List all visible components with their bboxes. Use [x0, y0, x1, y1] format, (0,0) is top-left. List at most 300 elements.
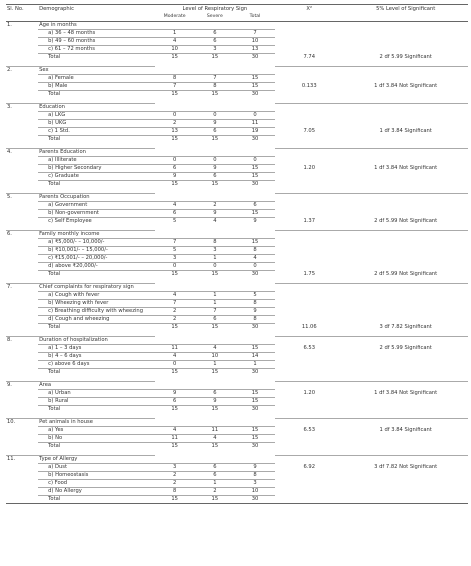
serial-number: [6, 308, 38, 316]
total-row: [6, 324, 468, 332]
demographic-label: Type of Allergy: [38, 456, 154, 464]
header-demographic: Demographic: [38, 5, 154, 14]
moderate-value: 15: [155, 181, 195, 189]
section-title-row: [6, 67, 468, 75]
serial-number: [6, 324, 38, 332]
severe-value: 4: [195, 218, 235, 226]
total-value: 15: [235, 239, 275, 247]
table-row: [6, 83, 468, 91]
severe-value: 6: [195, 472, 235, 480]
moderate-value: 0: [155, 263, 195, 271]
serial-number: [6, 263, 38, 271]
significance-value: [343, 382, 468, 390]
total-value: 5: [235, 292, 275, 300]
demographic-label: b) Male: [38, 83, 154, 91]
total-value: [235, 231, 275, 239]
table-row: [6, 128, 468, 136]
chi-square-value: [275, 419, 343, 427]
severe-value: [195, 194, 235, 202]
total-value: [235, 22, 275, 30]
serial-number: 7.: [6, 284, 38, 292]
serial-number: [6, 361, 38, 369]
demographic-label: a) Government: [38, 202, 154, 210]
header-level: Level of Respiratory Sign: [155, 5, 276, 14]
table-row: [6, 464, 468, 472]
demographic-label: c) 1 Std.: [38, 128, 154, 136]
chi-square-value: [275, 247, 343, 255]
chi-square-value: [275, 369, 343, 377]
total-value: 15: [235, 435, 275, 443]
serial-number: 6.: [6, 231, 38, 239]
significance-value: [343, 38, 468, 46]
moderate-value: [155, 231, 195, 239]
serial-number: 11.: [6, 456, 38, 464]
severe-value: 15: [195, 54, 235, 62]
total-value: 11: [235, 120, 275, 128]
chi-square-value: [275, 202, 343, 210]
serial-number: 5.: [6, 194, 38, 202]
moderate-value: 0: [155, 112, 195, 120]
moderate-value: 4: [155, 292, 195, 300]
severe-value: [195, 382, 235, 390]
total-value: 30: [235, 271, 275, 279]
serial-number: 1.: [6, 22, 38, 30]
total-value: 30: [235, 496, 275, 504]
section-title-row: [6, 419, 468, 427]
total-value: [235, 456, 275, 464]
total-value: 8: [235, 472, 275, 480]
moderate-value: 6: [155, 165, 195, 173]
demographic-label: b) 49 – 60 months: [38, 38, 154, 46]
header-significance: 5% Level of Significant: [343, 5, 468, 14]
severe-value: 6: [195, 173, 235, 181]
chi-square-value: [275, 472, 343, 480]
section-title-row: [6, 456, 468, 464]
moderate-value: 15: [155, 91, 195, 99]
moderate-value: [155, 194, 195, 202]
total-value: [235, 419, 275, 427]
table-row: [6, 218, 468, 226]
demographic-label: Total: [38, 54, 154, 62]
severe-value: 6: [195, 316, 235, 324]
total-value: 15: [235, 390, 275, 398]
severe-value: 1: [195, 361, 235, 369]
total-value: 30: [235, 181, 275, 189]
table-row: [6, 75, 468, 83]
total-value: 30: [235, 369, 275, 377]
serial-number: 10.: [6, 419, 38, 427]
serial-number: [6, 181, 38, 189]
serial-number: [6, 46, 38, 54]
severe-value: 1: [195, 292, 235, 300]
severe-value: 6: [195, 390, 235, 398]
serial-number: [6, 54, 38, 62]
total-value: 15: [235, 165, 275, 173]
significance-value: [343, 496, 468, 504]
serial-number: 4.: [6, 149, 38, 157]
severe-value: [195, 284, 235, 292]
demographic-label: a) Urban: [38, 390, 154, 398]
demographic-label: a) 36 – 48 months: [38, 30, 154, 38]
total-value: 15: [235, 345, 275, 353]
total-value: 19: [235, 128, 275, 136]
total-value: 6: [235, 202, 275, 210]
demographic-label: b) Higher Secondary: [38, 165, 154, 173]
severe-value: 11: [195, 427, 235, 435]
chi-square-value: [275, 263, 343, 271]
table-body: [6, 22, 468, 504]
total-value: 13: [235, 46, 275, 54]
total-row: [6, 181, 468, 189]
chi-square-value: 1.75: [303, 270, 316, 277]
demographic-label: Total: [38, 271, 154, 279]
table-row: [6, 173, 468, 181]
section-title-row: [6, 382, 468, 390]
significance-value: [343, 292, 468, 300]
total-value: [235, 284, 275, 292]
demographic-label: c) above 6 days: [38, 361, 154, 369]
significance-value: [343, 202, 468, 210]
table-row: [6, 300, 468, 308]
severe-value: [195, 149, 235, 157]
demographic-label: d) No Allergy: [38, 488, 154, 496]
section-title-row: [6, 149, 468, 157]
significance-value: 2 df 5.99 Significant: [379, 345, 432, 351]
chi-square-value: [275, 353, 343, 361]
severe-value: [195, 337, 235, 345]
significance-value: 2 df 5.99 Not Significant: [374, 217, 438, 224]
moderate-value: 3: [155, 464, 195, 472]
serial-number: [6, 369, 38, 377]
demographic-table: [6, 4, 468, 504]
significance-value: [343, 361, 468, 369]
moderate-value: 7: [155, 300, 195, 308]
serial-number: [6, 91, 38, 99]
severe-value: 1: [195, 255, 235, 263]
serial-number: [6, 427, 38, 435]
chi-square-value: 11.06: [301, 323, 317, 330]
demographic-label: c) Graduate: [38, 173, 154, 181]
serial-number: [6, 75, 38, 83]
demographic-label: a) Yes: [38, 427, 154, 435]
total-value: 30: [235, 91, 275, 99]
demographic-label: Duration of hospitalization: [38, 337, 154, 345]
serial-number: [6, 218, 38, 226]
total-row: [6, 136, 468, 144]
serial-number: [6, 239, 38, 247]
severe-value: 6: [195, 30, 235, 38]
severe-value: 2: [195, 488, 235, 496]
serial-number: [6, 300, 38, 308]
moderate-value: 4: [155, 353, 195, 361]
table-row: [6, 390, 468, 398]
significance-value: [343, 181, 468, 189]
severe-value: 15: [195, 181, 235, 189]
severe-value: [195, 104, 235, 112]
total-value: 9: [235, 218, 275, 226]
severe-value: [195, 419, 235, 427]
header-severe: Severe: [195, 13, 235, 22]
table-row: [6, 398, 468, 406]
chi-square-value: [275, 104, 343, 112]
demographic-label: b) 4 – 6 days: [38, 353, 154, 361]
moderate-value: 9: [155, 173, 195, 181]
demographic-label: d) above ₹20,000/-: [38, 263, 154, 271]
demographic-label: Total: [38, 369, 154, 377]
moderate-value: 15: [155, 54, 195, 62]
demographic-label: b) Wheezing with fever: [38, 300, 154, 308]
moderate-value: [155, 337, 195, 345]
demographic-label: Area: [38, 382, 154, 390]
significance-value: [343, 300, 468, 308]
demographic-label: a) Cough with fever: [38, 292, 154, 300]
total-value: [235, 149, 275, 157]
total-row: [6, 443, 468, 451]
demographic-label: b) Non-government: [38, 210, 154, 218]
total-value: 15: [235, 210, 275, 218]
significance-value: [343, 173, 468, 181]
serial-number: [6, 120, 38, 128]
significance-value: [343, 136, 468, 144]
severe-value: 9: [195, 165, 235, 173]
section-title-row: [6, 337, 468, 345]
severe-value: 8: [195, 239, 235, 247]
severe-value: 15: [195, 271, 235, 279]
serial-number: [6, 435, 38, 443]
total-value: 3: [235, 480, 275, 488]
chi-square-value: 1.20: [303, 165, 316, 171]
serial-number: [6, 398, 38, 406]
severe-value: 15: [195, 406, 235, 414]
moderate-value: 15: [155, 136, 195, 144]
table-row: [6, 488, 468, 496]
total-row: [6, 54, 468, 62]
total-value: 10: [235, 38, 275, 46]
chi-square-value: [275, 112, 343, 120]
moderate-value: 4: [155, 38, 195, 46]
severe-value: 3: [195, 247, 235, 255]
serial-number: [6, 210, 38, 218]
serial-number: 8.: [6, 337, 38, 345]
significance-value: [343, 316, 468, 324]
total-value: 8: [235, 300, 275, 308]
serial-number: [6, 128, 38, 136]
significance-value: [343, 472, 468, 480]
demographic-label: Total: [38, 443, 154, 451]
significance-value: [343, 210, 468, 218]
chi-square-value: [275, 173, 343, 181]
severe-value: 15: [195, 324, 235, 332]
significance-value: [343, 263, 468, 271]
section-title-row: [6, 231, 468, 239]
moderate-value: 0: [155, 361, 195, 369]
significance-value: [343, 284, 468, 292]
total-value: [235, 382, 275, 390]
table-row: [6, 30, 468, 38]
severe-value: 7: [195, 308, 235, 316]
table-row: [6, 247, 468, 255]
chi-square-value: 0.133: [301, 83, 317, 89]
moderate-value: 15: [155, 324, 195, 332]
total-value: [235, 337, 275, 345]
total-value: 30: [235, 54, 275, 62]
moderate-value: 5: [155, 218, 195, 226]
demographic-label: a) LKG: [38, 112, 154, 120]
moderate-value: [155, 419, 195, 427]
moderate-value: 4: [155, 202, 195, 210]
severe-value: 15: [195, 369, 235, 377]
chi-square-value: [275, 382, 343, 390]
table-row: [6, 157, 468, 165]
moderate-value: 0: [155, 157, 195, 165]
significance-value: [343, 255, 468, 263]
moderate-value: [155, 149, 195, 157]
serial-number: [6, 247, 38, 255]
significance-value: [343, 149, 468, 157]
table-row: [6, 427, 468, 435]
moderate-value: 10: [155, 46, 195, 54]
severe-value: 10: [195, 353, 235, 361]
chi-square-value: [275, 231, 343, 239]
section-title-row: [6, 194, 468, 202]
significance-value: 1 df 3.84 Not Significant: [374, 83, 438, 89]
header-moderate: Moderate: [155, 13, 195, 22]
significance-value: [343, 435, 468, 443]
significance-value: 1 df 3.84 Not Significant: [374, 390, 438, 396]
total-value: [235, 67, 275, 75]
significance-value: [343, 104, 468, 112]
chi-square-value: [275, 406, 343, 414]
total-row: [6, 271, 468, 279]
chi-square-value: 7.74: [303, 53, 316, 60]
chi-square-value: [275, 149, 343, 157]
table-row: [6, 472, 468, 480]
severe-value: 3: [195, 46, 235, 54]
severe-value: 8: [195, 83, 235, 91]
chi-square-value: [275, 91, 343, 99]
moderate-value: 6: [155, 398, 195, 406]
chi-square-value: [275, 284, 343, 292]
chi-square-value: [275, 496, 343, 504]
total-value: 1: [235, 361, 275, 369]
serial-number: [6, 345, 38, 353]
severe-value: 15: [195, 443, 235, 451]
moderate-value: 2: [155, 308, 195, 316]
serial-number: [6, 165, 38, 173]
demographic-label: Total: [38, 496, 154, 504]
serial-number: [6, 173, 38, 181]
severe-value: 9: [195, 210, 235, 218]
demographic-label: c) Self Employee: [38, 218, 154, 226]
section-title-row: [6, 284, 468, 292]
demographic-label: b) UKG: [38, 120, 154, 128]
significance-value: [343, 488, 468, 496]
serial-number: [6, 157, 38, 165]
total-value: 9: [235, 464, 275, 472]
significance-value: [343, 247, 468, 255]
total-value: [235, 194, 275, 202]
demographic-label: c) Breathing difficulty with wheezing: [38, 308, 154, 316]
serial-number: [6, 136, 38, 144]
table-row: [6, 202, 468, 210]
significance-value: 1 df 3.84 Not Significant: [374, 165, 438, 171]
demographic-label: Chief complaints for respiratory sign: [38, 284, 154, 292]
total-row: [6, 496, 468, 504]
severe-value: 4: [195, 435, 235, 443]
chi-square-value: [275, 38, 343, 46]
chi-square-value: 6.92: [303, 464, 316, 470]
severe-value: 1: [195, 300, 235, 308]
table-row: [6, 316, 468, 324]
demographic-label: a) ₹5,000/- – 10,000/-: [38, 239, 154, 247]
total-value: 7: [235, 30, 275, 38]
significance-value: [343, 22, 468, 30]
significance-value: [343, 239, 468, 247]
table-row: [6, 435, 468, 443]
chi-square-value: [275, 30, 343, 38]
serial-number: [6, 202, 38, 210]
moderate-value: [155, 67, 195, 75]
severe-value: 6: [195, 38, 235, 46]
serial-number: [6, 480, 38, 488]
serial-number: 2.: [6, 67, 38, 75]
demographic-label: Parents Education: [38, 149, 154, 157]
moderate-value: 1: [155, 30, 195, 38]
moderate-value: 7: [155, 239, 195, 247]
chi-square-value: 1.20: [303, 390, 316, 396]
demographic-label: Education: [38, 104, 154, 112]
severe-value: 15: [195, 136, 235, 144]
significance-value: 1 df 3.84 Significant: [379, 427, 432, 433]
total-value: 10: [235, 488, 275, 496]
significance-value: [343, 353, 468, 361]
demographic-label: b) ₹10,001/- – 15,000/-: [38, 247, 154, 255]
serial-number: [6, 30, 38, 38]
chi-square-value: [275, 488, 343, 496]
header-sl-no: Sl. No.: [6, 5, 38, 14]
table-row: [6, 345, 468, 353]
total-value: 30: [235, 443, 275, 451]
moderate-value: [155, 22, 195, 30]
severe-value: 9: [195, 398, 235, 406]
moderate-value: 15: [155, 271, 195, 279]
significance-value: 3 df 7.82 Not Significant: [374, 464, 438, 470]
demographic-label: c) 61 – 72 months: [38, 46, 154, 54]
severe-value: 0: [195, 263, 235, 271]
significance-value: 2 df 5.99 Significant: [379, 53, 432, 60]
significance-value: [343, 112, 468, 120]
significance-value: [343, 91, 468, 99]
chi-square-value: [275, 136, 343, 144]
significance-value: [343, 369, 468, 377]
significance-value: 1 df 3.84 Significant: [379, 128, 432, 134]
moderate-value: [155, 382, 195, 390]
serial-number: [6, 38, 38, 46]
demographic-label: a) Illiterate: [38, 157, 154, 165]
moderate-value: [155, 104, 195, 112]
moderate-value: 4: [155, 427, 195, 435]
total-value: 15: [235, 83, 275, 91]
chi-square-value: [275, 435, 343, 443]
section-title-row: [6, 104, 468, 112]
table-row: [6, 112, 468, 120]
demographic-label: Total: [38, 181, 154, 189]
chi-square-value: [275, 361, 343, 369]
chi-square-value: [275, 181, 343, 189]
table-row: [6, 292, 468, 300]
demographic-label: Sex: [38, 67, 154, 75]
demographic-label: Age in months: [38, 22, 154, 30]
